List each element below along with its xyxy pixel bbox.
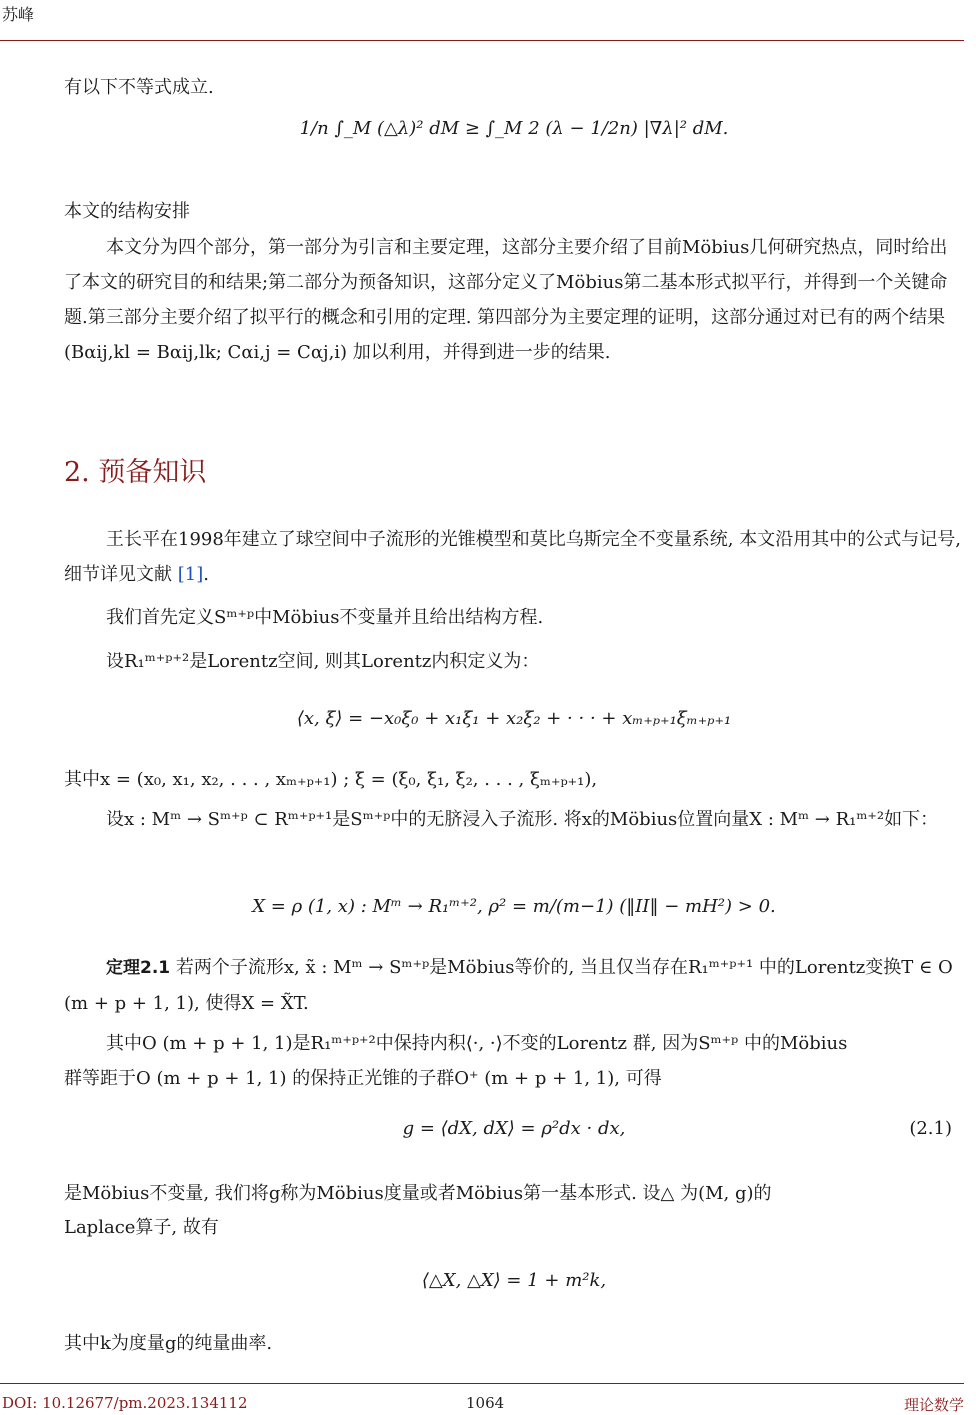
header-divider	[0, 40, 964, 41]
equation-inner-product: ⟨x, ξ⟩ = −x₀ξ₀ + x₁ξ₁ + x₂ξ₂ + · · · + xₘ₊ₚ₊₁ξₘ₊ₚ₊₁	[296, 708, 732, 729]
intro-paragraph: 有以下不等式成立.	[64, 77, 214, 98]
footer-page-number: 1064	[466, 1394, 505, 1412]
theorem-paragraph	[64, 950, 964, 1021]
equation-laplace: ⟨△X, △X⟩ = 1 + m²k,	[421, 1270, 607, 1291]
footer-journal-name: 理论数学	[903, 1396, 964, 1414]
equation-inequality	[64, 118, 964, 139]
equation-metric	[64, 1118, 964, 1139]
footer-doi[interactable]: DOI: 10.12677/pm.2023.134112	[2, 1394, 248, 1412]
equation-position-vector: X = ρ (1, x) : Mᵐ → R₁ᵐ⁺², ρ² = m/(m−1) (‖II‖ − mH²) > 0.	[252, 896, 776, 917]
immersion-paragraph: 设x : Mᵐ → Sᵐ⁺ᵖ ⊂ Rᵐ⁺ᵖ⁺¹是Sᵐ⁺ᵖ中的无脐浸入子流形. 将x的Möbius位置向量X : Mᵐ → R₁ᵐ⁺²如下：	[106, 809, 939, 830]
citation-link[interactable]: [1]	[177, 564, 204, 585]
wang-paragraph-end: .	[203, 564, 209, 585]
group-paragraph-line1: 其中O (m + p + 1, 1)是R₁ᵐ⁺ᵖ⁺²中保持内积⟨·, ·⟩不变的Lorentz 群, 因为Sᵐ⁺ᵖ 中的Möbius	[106, 1033, 848, 1054]
define-paragraph: 我们首先定义Sᵐ⁺ᵖ中Möbius不变量并且给出结构方程.	[106, 607, 544, 628]
last-paragraph: 其中k为度量g的纯量曲率.	[64, 1333, 273, 1354]
group-paragraph-line2: 群等距于O (m + p + 1, 1) 的保持正光锥的子群O⁺ (m + p + 1, 1), 可得	[64, 1068, 662, 1089]
metric-paragraph-line1: 是Möbius不变量, 我们将g称为Möbius度量或者Möbius第一基本形式. 设△ 为(M, g)的	[64, 1183, 772, 1204]
equation-inequality-text: 1/n ∫_M (△λ)² dM ≥ ∫_M 2 (λ − 1/2n) |∇λ|² dM.	[299, 118, 729, 139]
metric-paragraph-line2: Laplace算子, 故有	[64, 1217, 219, 1238]
lorentz-paragraph: 设R₁ᵐ⁺ᵖ⁺²是Lorentz空间, 则其Lorentz内积定义为：	[106, 651, 540, 672]
wang-paragraph	[64, 522, 964, 592]
theorem-label: 定理2.1	[106, 958, 171, 978]
theorem-body: 若两个子流形x, x̃ : Mᵐ → Sᵐ⁺ᵖ是Möbius等价的, 当且仅当存在R₁ᵐ⁺ᵖ⁺¹ 中的Lorentz变换T ∈ O (m + p + 1, 1), 使得X = X̃T.	[64, 957, 953, 1014]
running-header-author: 苏峰	[2, 5, 35, 24]
wang-paragraph-text: 王长平在1998年建立了球空间中子流形的光锥模型和莫比乌斯完全不变量系统, 本文沿用其中的公式与记号, 细节详见文献	[64, 529, 961, 585]
footer-divider	[0, 1383, 964, 1384]
section-title: 2. 预备知识	[64, 457, 207, 488]
where-paragraph: 其中x = (x₀, x₁, x₂, . . . , xₘ₊ₚ₊₁) ; ξ = (ξ₀, ξ₁, ξ₂, . . . , ξₘ₊ₚ₊₁),	[64, 769, 598, 790]
structure-paragraph: 本文分为四个部分，第一部分为引言和主要定理，这部分主要介绍了目前Möbius几何研究热点，同时给出了本文的研究目的和结果;第二部分为预备知识，这部分定义了Möbius第二基本形式拟平行，并得到一个关键命题.第三部分主要介绍了拟平行的概念和引用的定理. 第四部分为主要定理的证明，这部分通过对已有的两个结果(Bαij,kl = Bαij,lk; Cαi,j = Cαj,i) 加以利用，并得到进一步的结果.	[64, 237, 948, 363]
structure-heading: 本文的结构安排	[64, 201, 190, 222]
equation-metric-text: g = ⟨dX, dX⟩ = ρ²dx · dx,	[402, 1118, 626, 1139]
equation-number: (2.1)	[909, 1118, 952, 1139]
